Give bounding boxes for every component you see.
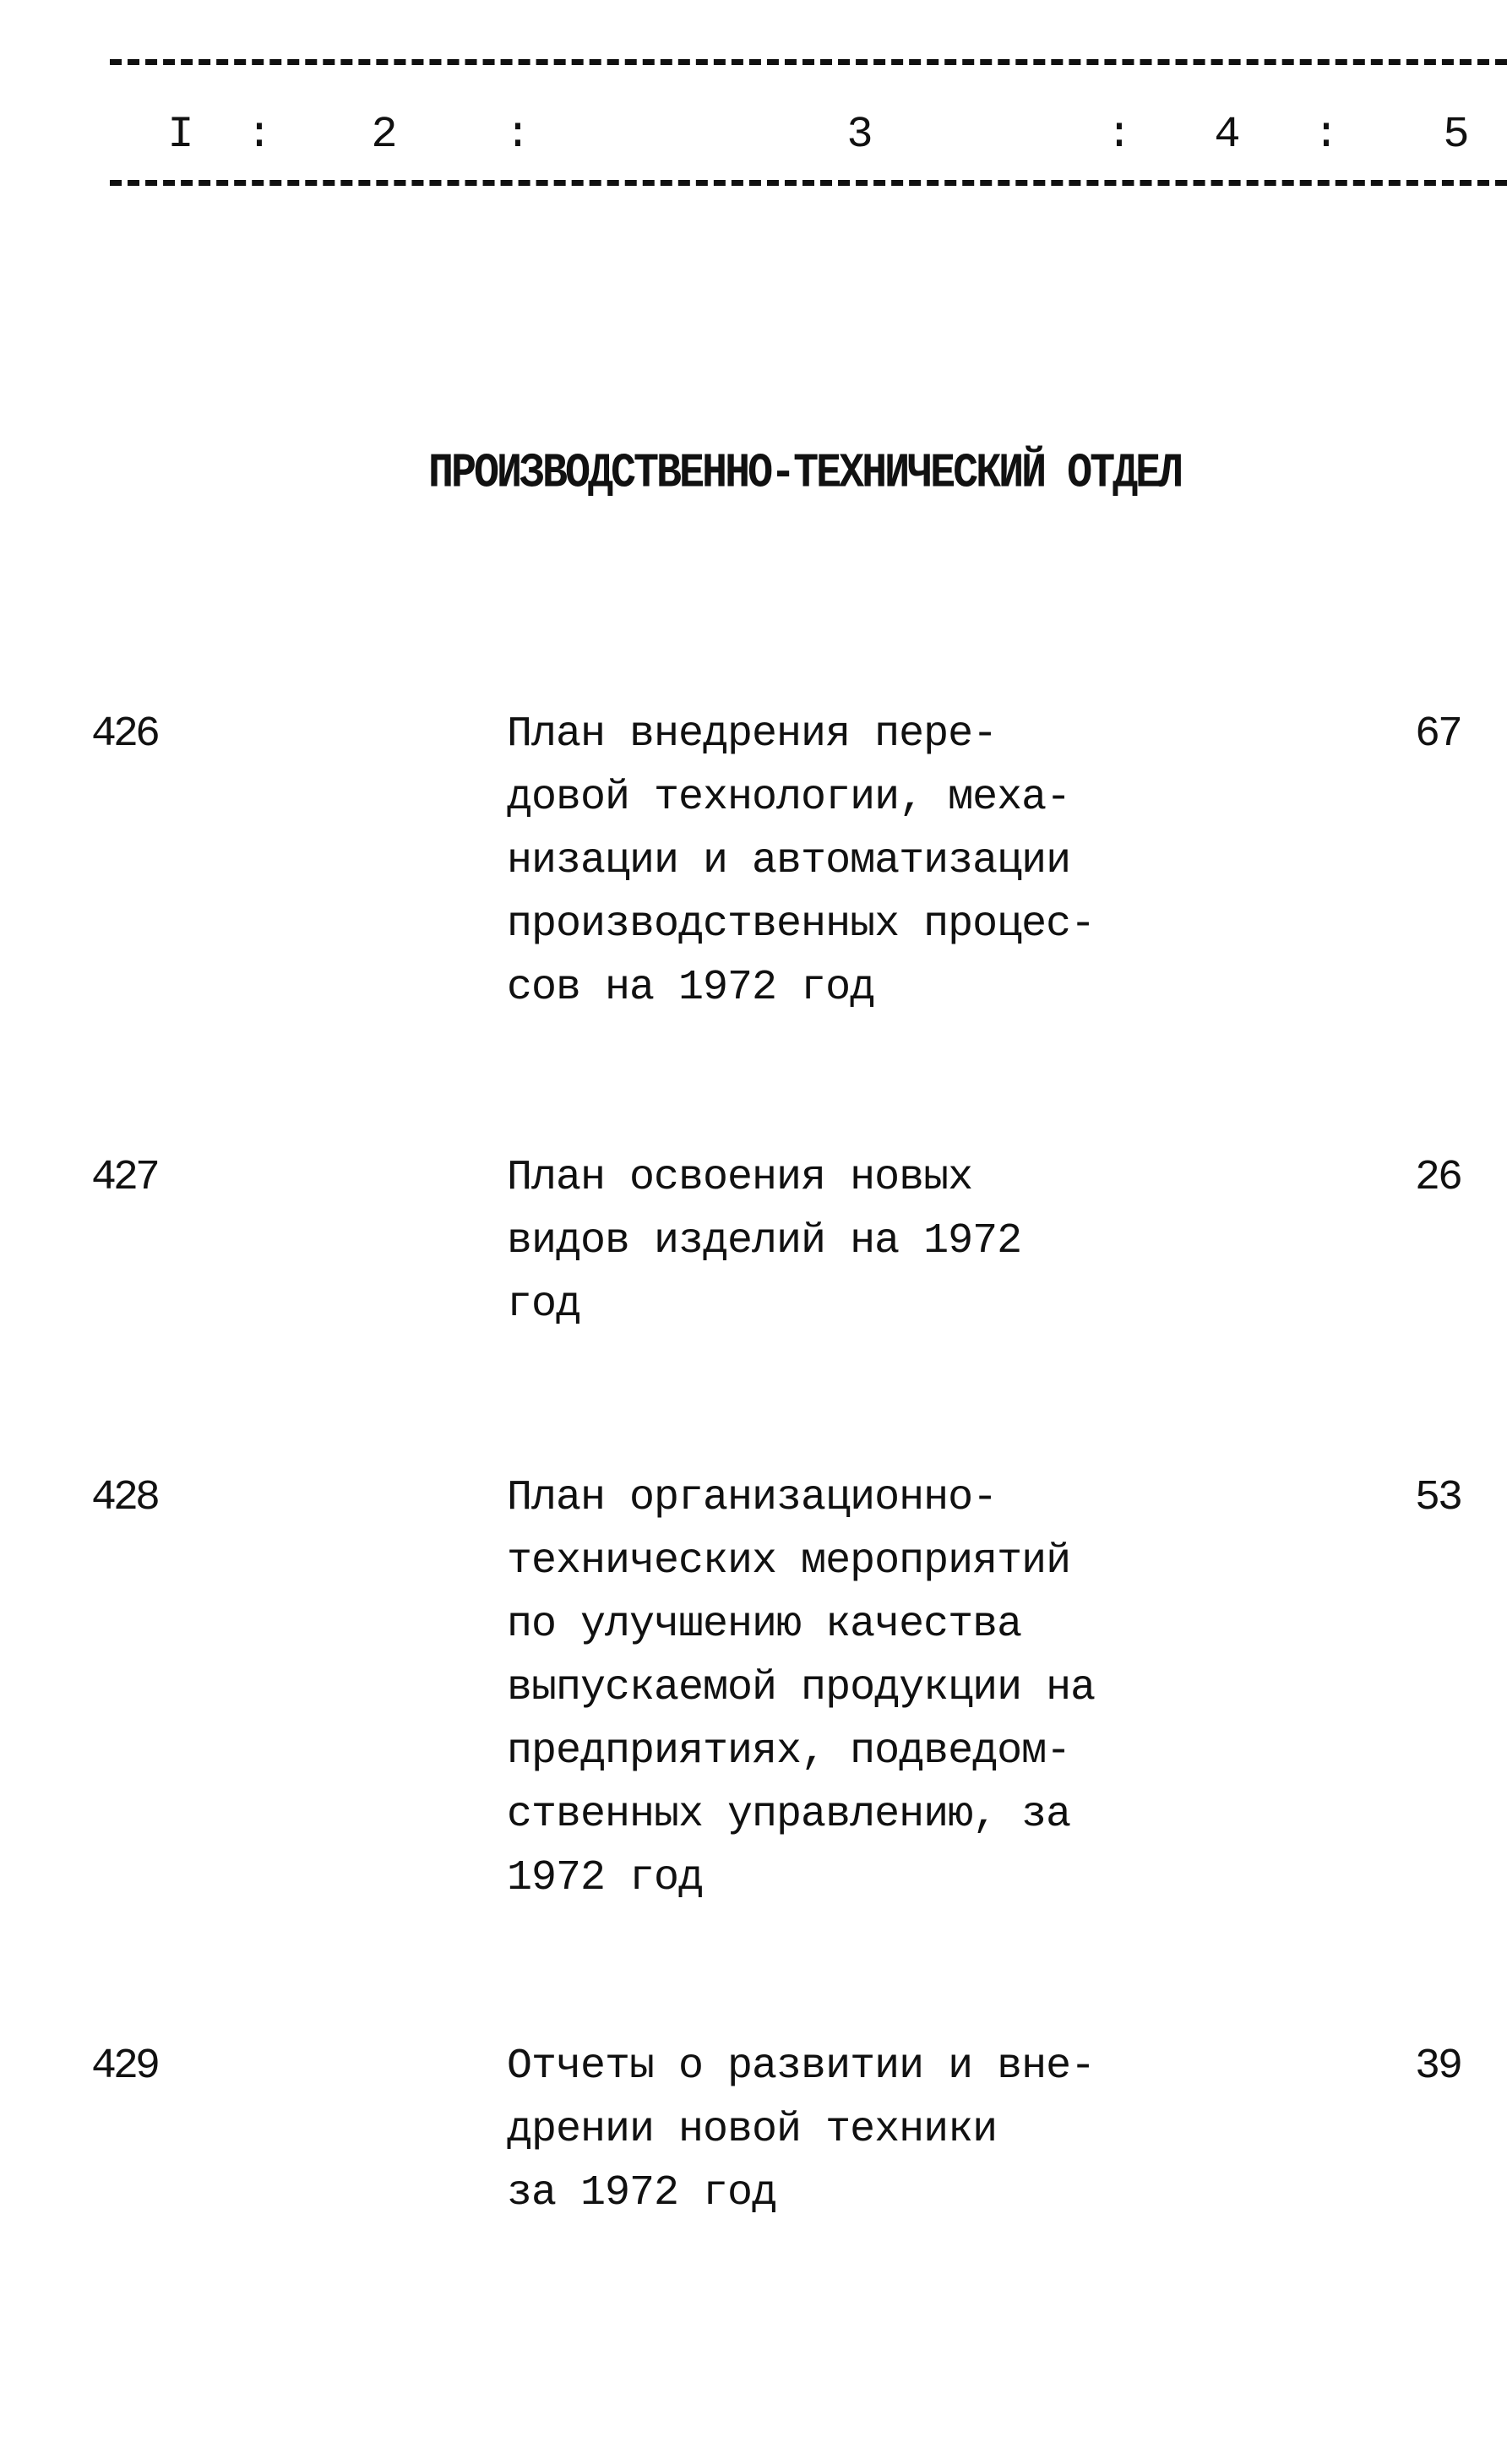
entry-description	[507, 2035, 1095, 2225]
header-top-rule	[110, 59, 1507, 65]
entry-number: 426	[91, 710, 158, 759]
entry-number: 429	[91, 2042, 158, 2091]
column-header-4: 4	[1214, 110, 1241, 160]
header-bottom-rule	[110, 180, 1507, 186]
entry-description-line: производственных процес-	[507, 900, 1096, 949]
entry-description-line: План внедрения пере-	[507, 710, 998, 759]
column-separator: :	[1313, 110, 1340, 160]
column-header-3: 3	[846, 110, 873, 160]
entry-page-count: 39	[1415, 2042, 1461, 2091]
entry-description-line: выпускаемой продукции на	[507, 1664, 1096, 1712]
entry-description-line: видов изделий на 1972	[507, 1217, 1022, 1265]
entry-description-line: дрении новой техники	[507, 2106, 998, 2154]
entry-description-line: План организационно-	[507, 1474, 998, 1522]
entry-description-line: низации и автоматизации	[507, 837, 1071, 885]
entry-description-line: довой технологии, меха-	[507, 774, 1071, 822]
entry-description-line: технических мероприятий	[507, 1537, 1071, 1586]
column-separator: :	[246, 110, 273, 160]
entry-description-line: сов на 1972 год	[507, 964, 875, 1012]
entry-page-count: 67	[1415, 710, 1461, 759]
column-header-5: 5	[1443, 110, 1470, 160]
column-separator: :	[1106, 110, 1133, 160]
entry-description-line: за 1972 год	[507, 2169, 777, 2217]
entry-description-line: План освоения новых	[507, 1154, 973, 1202]
entry-page-count: 53	[1415, 1474, 1461, 1522]
entry-description-line: год	[507, 1281, 581, 1329]
entry-description-line: предприятиях, подведом-	[507, 1727, 1071, 1776]
entry-description-line: 1972 год	[507, 1854, 704, 1902]
entry-description	[507, 1466, 1095, 1910]
entry-number: 428	[91, 1474, 158, 1522]
section-title: ПРОИЗВОДСТВЕННО-ТЕХНИЧЕСКИЙ ОТДЕЛ	[428, 446, 1182, 502]
entry-description	[507, 1146, 1021, 1336]
column-header-2: 2	[371, 110, 398, 160]
entry-number: 427	[91, 1154, 158, 1202]
entry-description-line: по улучшению качества	[507, 1601, 1022, 1649]
entry-description-line: Отчеты о развитии и вне-	[507, 2042, 1096, 2091]
column-separator: :	[504, 110, 531, 160]
entry-description-line: ственных управлению, за	[507, 1791, 1071, 1839]
entry-page-count: 26	[1415, 1154, 1461, 1202]
column-header-1: I	[167, 110, 194, 160]
entry-description	[507, 703, 1095, 1020]
